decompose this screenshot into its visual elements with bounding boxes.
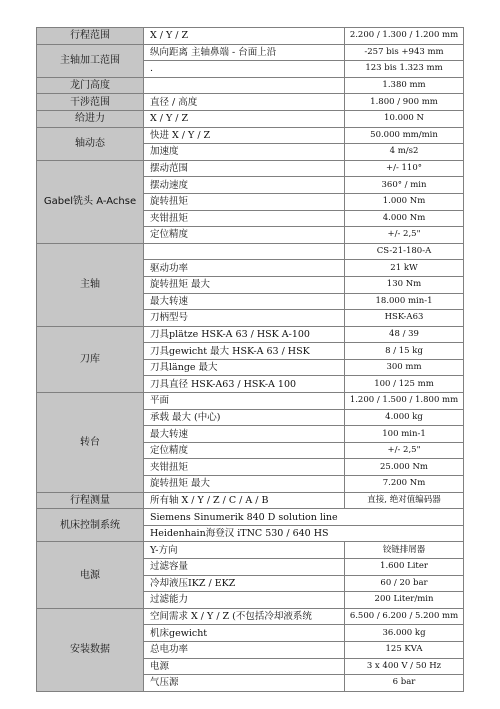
parameter-value: HSK-A63 xyxy=(345,310,464,327)
parameter-label: 旋转扭矩 最大 xyxy=(144,276,345,293)
spec-row xyxy=(37,542,464,559)
parameter-label xyxy=(144,77,345,94)
parameter-value: 直接, 绝对值编码器 xyxy=(345,492,464,509)
parameter-label: 定位精度 xyxy=(144,442,345,459)
category-label: 主轴 xyxy=(37,243,144,326)
parameter-label: 最大转速 xyxy=(144,426,345,443)
category-label: 转台 xyxy=(37,393,144,493)
parameter-label: 直径 / 高度 xyxy=(144,94,345,111)
parameter-label: 刀柄型号 xyxy=(144,310,345,327)
parameter-value: 1.000 Nm xyxy=(345,193,464,210)
spec-row xyxy=(37,492,464,509)
category-label: 行程测量 xyxy=(37,492,144,509)
spec-row xyxy=(37,127,464,144)
parameter-value: 36.000 kg xyxy=(345,625,464,642)
parameter-label: 夹钳扭矩 xyxy=(144,210,345,227)
parameter-value: 200 Liter/min xyxy=(345,592,464,609)
parameter-value: +/- 2,5" xyxy=(345,442,464,459)
parameter-label: 驱动功率 xyxy=(144,260,345,277)
spec-row xyxy=(37,160,464,177)
parameter-label: 摆动速度 xyxy=(144,177,345,194)
parameter-value: 123 bis 1.323 mm xyxy=(345,61,464,78)
category-label: 给进力 xyxy=(37,110,144,127)
parameter-value: 50.000 mm/min xyxy=(345,127,464,144)
parameter-value: 4.000 kg xyxy=(345,409,464,426)
parameter-value: 21 kW xyxy=(345,260,464,277)
parameter-label: X / Y / Z xyxy=(144,110,345,127)
parameter-label: 摆动范围 xyxy=(144,160,345,177)
spec-row xyxy=(37,94,464,111)
parameter-value: 100 min-1 xyxy=(345,426,464,443)
category-label: 刀库 xyxy=(37,326,144,392)
parameter-value: 130 Nm xyxy=(345,276,464,293)
parameter-label: 刀具gewicht 最大 HSK-A 63 / HSK xyxy=(144,343,345,360)
parameter-value: 8 / 15 kg xyxy=(345,343,464,360)
parameter-value: CS-21-180-A xyxy=(345,243,464,260)
category-label: 行程范围 xyxy=(37,28,144,45)
spec-table xyxy=(36,27,464,692)
control-system-name: Siemens Sinumerik 840 D solution line xyxy=(144,509,464,526)
parameter-label: 平面 xyxy=(144,393,345,410)
parameter-label: 刀具直径 HSK-A63 / HSK-A 100 xyxy=(144,376,345,393)
parameter-label: . xyxy=(144,61,345,78)
parameter-value: 360° / min xyxy=(345,177,464,194)
spec-row xyxy=(37,110,464,127)
parameter-label: 承载 最大 (中心) xyxy=(144,409,345,426)
parameter-label: 电源 xyxy=(144,658,345,675)
parameter-label: 旋转扭矩 xyxy=(144,193,345,210)
category-label: 龙门高度 xyxy=(37,77,144,94)
parameter-value: -257 bis +943 mm xyxy=(345,44,464,61)
category-label: 轴动态 xyxy=(37,127,144,160)
control-system-name: Heidenhain海登汉 iTNC 530 / 640 HS xyxy=(144,525,464,542)
parameter-value: 300 mm xyxy=(345,359,464,376)
spec-table-body xyxy=(37,28,464,692)
parameter-value: 4 m/s2 xyxy=(345,144,464,161)
spec-row xyxy=(37,393,464,410)
parameter-label: X / Y / Z xyxy=(144,28,345,45)
parameter-label: 夹钳扭矩 xyxy=(144,459,345,476)
parameter-label: 纵向距离 主轴鼻端 - 台面上沿 xyxy=(144,44,345,61)
parameter-value: 1.800 / 900 mm xyxy=(345,94,464,111)
parameter-value: 10.000 N xyxy=(345,110,464,127)
parameter-value: 1.200 / 1.500 / 1.800 mm xyxy=(345,393,464,410)
parameter-label: 加速度 xyxy=(144,144,345,161)
spec-row xyxy=(37,509,464,526)
category-label: 电源 xyxy=(37,542,144,608)
parameter-value: 1.380 mm xyxy=(345,77,464,94)
parameter-value: 1.600 Liter xyxy=(345,559,464,576)
parameter-value: 7.200 Nm xyxy=(345,476,464,493)
parameter-value: 60 / 20 bar xyxy=(345,575,464,592)
parameter-value: 2.200 / 1.300 / 1.200 mm xyxy=(345,28,464,45)
category-label: 机床控制系统 xyxy=(37,509,144,542)
parameter-label xyxy=(144,243,345,260)
parameter-label: 所有轴 X / Y / Z / C / A / B xyxy=(144,492,345,509)
parameter-value: 125 KVA xyxy=(345,641,464,658)
parameter-value: 100 / 125 mm xyxy=(345,376,464,393)
parameter-label: 过滤能力 xyxy=(144,592,345,609)
category-label: 安装数据 xyxy=(37,608,144,691)
parameter-label: 刀具länge 最大 xyxy=(144,359,345,376)
parameter-label: 气压源 xyxy=(144,675,345,692)
parameter-value: 25.000 Nm xyxy=(345,459,464,476)
parameter-label: 总电功率 xyxy=(144,641,345,658)
parameter-value: 铰链排屑器 xyxy=(345,542,464,559)
spec-row xyxy=(37,608,464,625)
parameter-label: 冷却液压IKZ / EKZ xyxy=(144,575,345,592)
parameter-value: +/- 2,5" xyxy=(345,227,464,244)
parameter-value: +/- 110° xyxy=(345,160,464,177)
spec-row xyxy=(37,326,464,343)
parameter-label: 空间需求 X / Y / Z (不包括冷却液系统 xyxy=(144,608,345,625)
spec-row xyxy=(37,28,464,45)
parameter-value: 6.500 / 6.200 / 5.200 mm xyxy=(345,608,464,625)
parameter-label: 刀具plätze HSK-A 63 / HSK A-100 xyxy=(144,326,345,343)
parameter-value: 18.000 min-1 xyxy=(345,293,464,310)
spec-row xyxy=(37,77,464,94)
parameter-label: 旋转扭矩 最大 xyxy=(144,476,345,493)
parameter-label: 定位精度 xyxy=(144,227,345,244)
category-label: 干涉范围 xyxy=(37,94,144,111)
parameter-value: 6 bar xyxy=(345,675,464,692)
parameter-label: 最大转速 xyxy=(144,293,345,310)
parameter-label: 快进 X / Y / Z xyxy=(144,127,345,144)
parameter-label: 过滤容量 xyxy=(144,559,345,576)
parameter-label: Y-方向 xyxy=(144,542,345,559)
parameter-value: 48 / 39 xyxy=(345,326,464,343)
spec-row xyxy=(37,243,464,260)
parameter-value: 3 x 400 V / 50 Hz xyxy=(345,658,464,675)
parameter-value: 4.000 Nm xyxy=(345,210,464,227)
spec-row xyxy=(37,44,464,61)
category-label: Gabel铣头 A-Achse xyxy=(37,160,144,243)
parameter-label: 机床gewicht xyxy=(144,625,345,642)
category-label: 主轴加工范围 xyxy=(37,44,144,77)
